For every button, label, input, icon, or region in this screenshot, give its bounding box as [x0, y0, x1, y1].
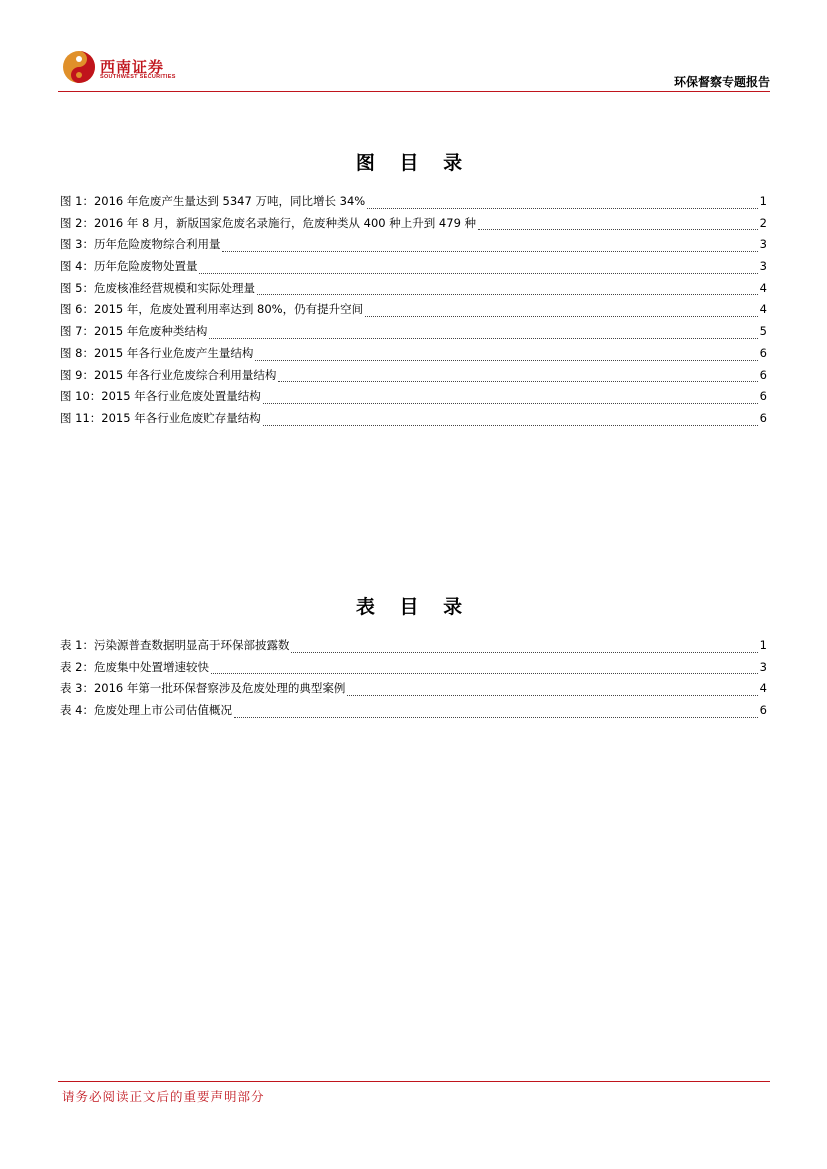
dot-leader	[367, 208, 757, 209]
dot-leader	[263, 403, 758, 404]
dot-leader	[209, 338, 757, 339]
figure-entry[interactable]	[60, 280, 767, 302]
table-entry[interactable]	[60, 702, 767, 724]
figure-entry-label: 图 7：2015 年危废种类结构	[60, 324, 208, 339]
figure-entry[interactable]	[60, 323, 767, 345]
figure-entry-page: 6	[759, 389, 767, 404]
figure-entry-label: 图 6：2015 年，危废处置利用率达到 80%，仍有提升空间	[60, 302, 364, 317]
table-index-list	[60, 637, 767, 724]
figure-entry-page: 4	[759, 302, 767, 317]
table-entry[interactable]	[60, 680, 767, 702]
table-entry[interactable]	[60, 659, 767, 681]
dot-leader	[478, 229, 758, 230]
footer-divider	[58, 1081, 770, 1082]
figure-entry[interactable]	[60, 367, 767, 389]
figure-entry-page: 6	[759, 345, 767, 360]
figure-entry-page: 4	[759, 280, 767, 295]
figure-entry-label: 图 3：历年危险废物综合利用量	[60, 237, 221, 252]
table-entry-page: 6	[759, 703, 767, 718]
logo-english-name: SOUTHWEST SECURITIES	[100, 74, 176, 80]
table-entry-page: 4	[759, 681, 767, 696]
table-index-title: 表 目 录	[355, 596, 472, 618]
dot-leader	[199, 273, 757, 274]
table-entry-label: 表 2：危废集中处置增速较快	[60, 659, 209, 674]
dot-leader	[222, 251, 757, 252]
figure-entry[interactable]	[60, 388, 767, 410]
figure-entry-label: 图 11：2015 年各行业危废贮存量结构	[60, 410, 261, 425]
figure-entry-label: 图 5：危废核准经营规模和实际处理量	[60, 280, 255, 295]
figure-entry-page: 1	[759, 194, 767, 208]
figure-index-list	[60, 193, 767, 432]
dot-leader	[234, 717, 758, 718]
figure-entry[interactable]	[60, 301, 767, 323]
table-entry[interactable]	[60, 637, 767, 659]
figure-entry-label: 图 2：2016 年 8 月，新版国家危废名录施行，危废种类从 400 种上升到 479 种	[60, 215, 477, 230]
figure-index-title: 图 目 录	[355, 152, 472, 174]
table-entry-label: 表 3：2016 年第一批环保督察涉及危废处理的典型案例	[60, 681, 346, 696]
dot-leader	[291, 652, 757, 653]
report-title: 环保督察专题报告	[673, 75, 770, 89]
figure-entry[interactable]	[60, 345, 767, 367]
disclaimer-note: 请务必阅读正文后的重要声明部分	[62, 1089, 265, 1104]
figure-entry[interactable]	[60, 193, 767, 215]
figure-entry-page: 3	[759, 259, 767, 274]
southwest-securities-logo-icon	[62, 50, 96, 84]
table-entry-label: 表 4：危废处理上市公司估值概况	[60, 703, 232, 718]
table-entry-label: 表 1：污染源普查数据明显高于环保部披露数	[60, 638, 290, 652]
figure-entry[interactable]	[60, 236, 767, 258]
figure-entry[interactable]	[60, 215, 767, 237]
dot-leader	[211, 673, 758, 674]
figure-entry-label: 图 9：2015 年各行业危废综合利用量结构	[60, 367, 277, 382]
logo-chinese-name: 西南证券	[100, 58, 165, 76]
figure-entry-page: 3	[759, 237, 767, 252]
figure-entry[interactable]	[60, 258, 767, 280]
figure-entry-page: 6	[759, 410, 767, 425]
figure-entry[interactable]	[60, 410, 767, 432]
table-entry-page: 3	[759, 659, 767, 674]
dot-leader	[255, 360, 757, 361]
figure-entry-page: 2	[759, 215, 767, 230]
figure-entry-label: 图 10：2015 年各行业危废处置量结构	[60, 389, 261, 404]
figure-entry-label: 图 1：2016 年危废产生量达到 5347 万吨，同比增长 34%	[60, 194, 366, 208]
dot-leader	[257, 294, 758, 295]
figure-entry-label: 图 4：历年危险废物处置量	[60, 259, 198, 274]
header-divider	[58, 91, 770, 92]
dot-leader	[278, 381, 757, 382]
dot-leader	[263, 425, 758, 426]
page-header	[58, 48, 770, 92]
figure-entry-page: 6	[759, 367, 767, 382]
figure-entry-label: 图 8：2015 年各行业危废产生量结构	[60, 345, 254, 360]
figure-entry-page: 5	[759, 324, 767, 339]
table-entry-page: 1	[759, 638, 767, 652]
dot-leader	[365, 316, 758, 317]
dot-leader	[347, 695, 757, 696]
